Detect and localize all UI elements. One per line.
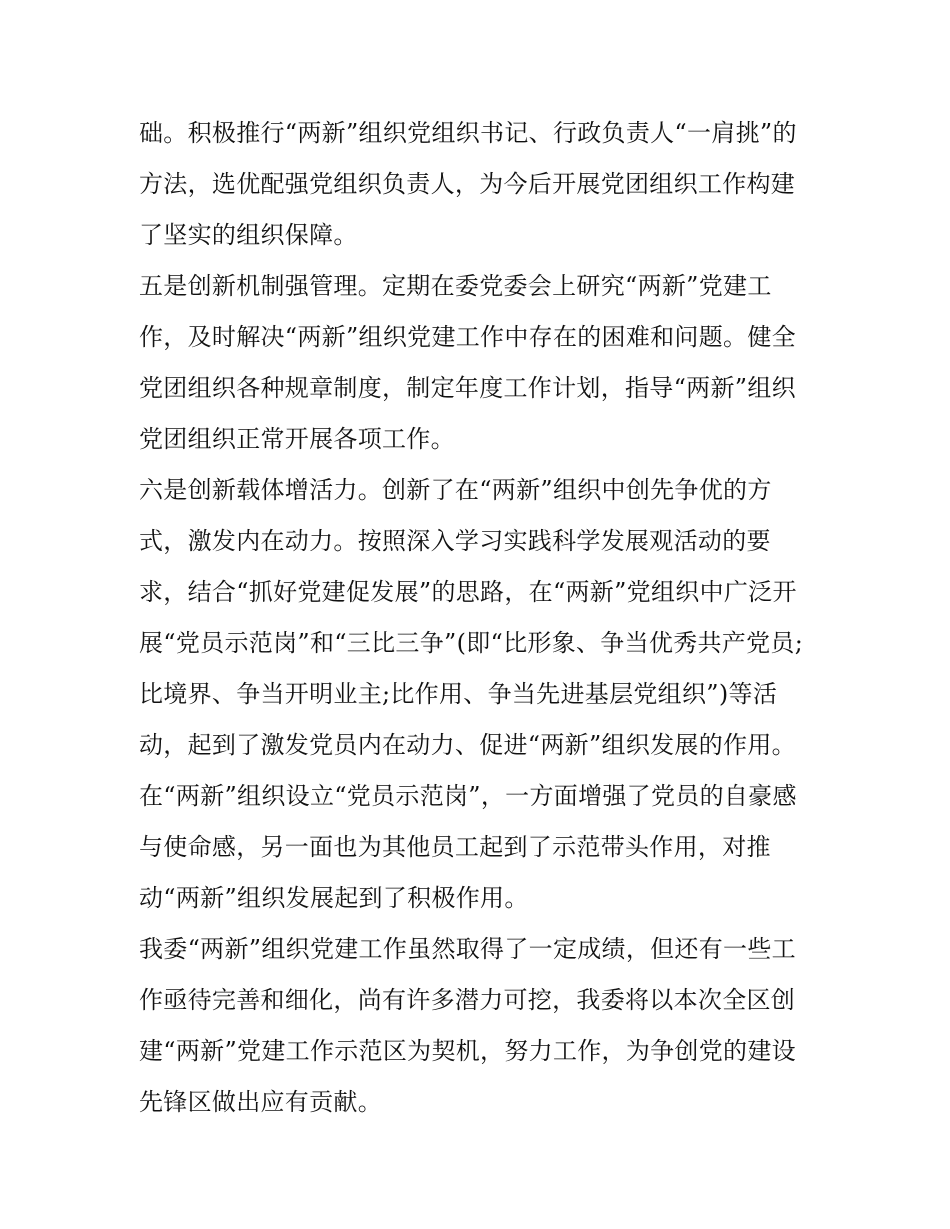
text-line: 与使命感，另一面也为其他员工起到了示范带头作用，对推 [139, 833, 771, 861]
text-line: 先锋区做出应有贡献。 [139, 1088, 382, 1116]
text-line: 了坚实的组织保障。 [139, 221, 358, 249]
text-line: 我委“两新”组织党建工作虽然取得了一定成绩，但还有一些工 [139, 935, 796, 963]
text-line: 党团组织各种规章制度，制定年度工作计划，指导“两新”组织 [139, 374, 796, 402]
text-line: 求，结合“抓好党建促发展”的思路，在“两新”党组织中广泛开 [139, 578, 797, 606]
text-line: 在“两新”组织设立“党员示范岗”，一方面增强了党员的自豪感 [139, 782, 797, 810]
text-line: 比境界、争当开明业主;比作用、争当先进基层党组织”)等活 [139, 680, 778, 708]
text-line: 础。积极推行“两新”组织党组织书记、行政负责人“一肩挑”的 [139, 119, 797, 147]
text-line: 六是创新载体增活力。创新了在“两新”组织中创先争优的方 [139, 476, 772, 504]
text-line: 动，起到了激发党员内在动力、促进“两新”组织发展的作用。 [139, 731, 796, 759]
text-line: 作，及时解决“两新”组织党建工作中存在的困难和问题。健全 [139, 323, 796, 351]
text-line: 方法，选优配强党组织负责人，为今后开展党团组织工作构建 [139, 170, 796, 198]
text-line: 党团组织正常开展各项工作。 [139, 425, 455, 453]
text-line: 动“两新”组织发展起到了积极作用。 [139, 884, 529, 912]
text-line: 建“两新”党建工作示范区为契机，努力工作，为争创党的建设 [139, 1037, 796, 1065]
text-line: 作亟待完善和细化，尚有许多潜力可挖，我委将以本次全区创 [139, 986, 796, 1014]
document-body [139, 108, 819, 1128]
text-line: 展“党员示范岗”和“三比三争”(即“比形象、争当优秀共产党员; [139, 629, 804, 657]
text-line: 五是创新机制强管理。定期在委党委会上研究“两新”党建工 [139, 272, 772, 300]
text-line: 式，激发内在动力。按照深入学习实践科学发展观活动的要 [139, 527, 771, 555]
